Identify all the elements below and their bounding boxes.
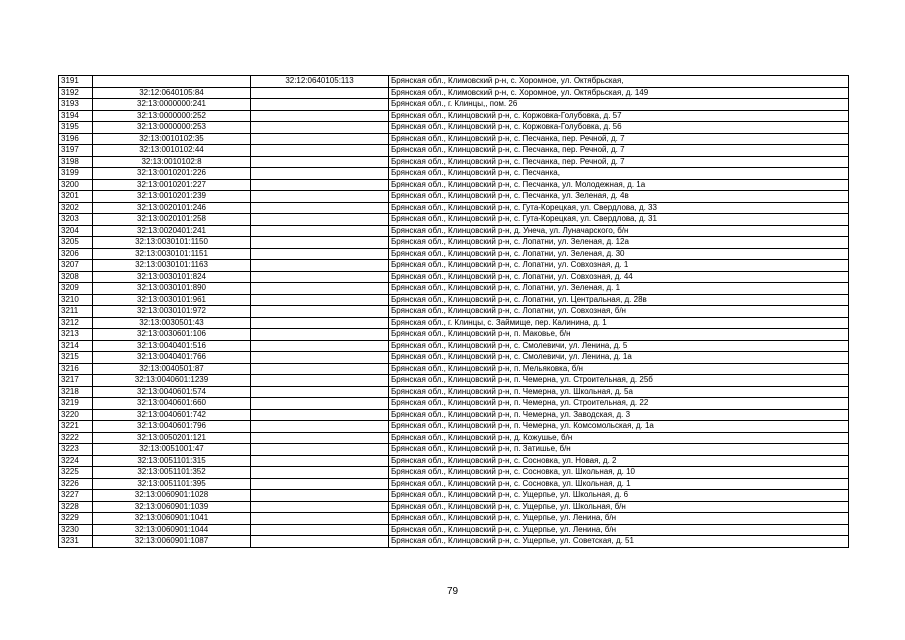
table-row (59, 363, 849, 375)
cadastral-number-cell: 32:13:0051101:395 (93, 478, 251, 490)
address-cell: Брянская обл., Клинцовский р-н, п. Затишье, б/н (389, 444, 849, 456)
row-number-cell: 3208 (59, 271, 93, 283)
table-row (59, 145, 849, 157)
table-row (59, 409, 849, 421)
table-row (59, 214, 849, 226)
cadastral-number-cell: 32:13:0040601:574 (93, 386, 251, 398)
row-number-cell: 3203 (59, 214, 93, 226)
address-cell: Брянская обл., Клинцовский р-н, п. Чемерна, ул. Заводская, д. 3 (389, 409, 849, 421)
address-cell: Брянская обл., Клинцовский р-н, с. Гута-Корецкая, ул. Свердлова, д. 33 (389, 202, 849, 214)
related-cadastral-number-cell (251, 168, 389, 180)
related-cadastral-number-cell (251, 87, 389, 99)
cadastral-number-cell: 32:13:0051001:47 (93, 444, 251, 456)
cadastral-number-cell: 32:13:0040401:516 (93, 340, 251, 352)
table-row (59, 467, 849, 479)
address-cell: Брянская обл., Клинцовский р-н, с. Песчанка, пер. Речной, д. 7 (389, 156, 849, 168)
cadastral-number-cell: 32:13:0010102:44 (93, 145, 251, 157)
address-cell: Брянская обл., Климовский р-н, с. Хоромное, ул. Октябрьская, (389, 76, 849, 88)
cadastral-number-cell: 32:13:0060901:1028 (93, 490, 251, 502)
row-number-cell: 3199 (59, 168, 93, 180)
address-cell: Брянская обл., Клинцовский р-н, п. Маковье, б/н (389, 329, 849, 341)
row-number-cell: 3215 (59, 352, 93, 364)
address-cell: Брянская обл., Клинцовский р-н, с. Ущерпье, ул. Ленина, б/н (389, 513, 849, 525)
related-cadastral-number-cell (251, 156, 389, 168)
related-cadastral-number-cell (251, 202, 389, 214)
address-cell: Брянская обл., Клинцовский р-н, с. Лопатни, ул. Совхозная, д. 1 (389, 260, 849, 272)
table-row (59, 191, 849, 203)
address-cell: Брянская обл., Клинцовский р-н, п. Мельяковка, б/н (389, 363, 849, 375)
table-row (59, 168, 849, 180)
cadastral-number-cell: 32:13:0010201:226 (93, 168, 251, 180)
cadastral-number-cell: 32:13:0030601:106 (93, 329, 251, 341)
address-cell: Брянская обл., Клинцовский р-н, с. Коржовка-Голубовка, д. 57 (389, 110, 849, 122)
cadastral-number-cell: 32:13:0000000:253 (93, 122, 251, 134)
table-row (59, 398, 849, 410)
cadastral-number-cell: 32:13:0030101:961 (93, 294, 251, 306)
table-row (59, 329, 849, 341)
related-cadastral-number-cell (251, 329, 389, 341)
cadastral-number-cell: 32:13:0060901:1044 (93, 524, 251, 536)
row-number-cell: 3194 (59, 110, 93, 122)
table-row (59, 110, 849, 122)
table-row (59, 501, 849, 513)
cadastral-number-cell: 32:13:0030101:824 (93, 271, 251, 283)
table-row (59, 317, 849, 329)
cadastral-number-cell: 32:13:0040601:660 (93, 398, 251, 410)
cadastral-number-cell: 32:13:0030101:1163 (93, 260, 251, 272)
table-row (59, 340, 849, 352)
page-number: 79 (446, 586, 459, 597)
address-cell: Брянская обл., г. Клинцы, с. Займище, пер. Калинина, д. 1 (389, 317, 849, 329)
address-cell: Брянская обл., Клинцовский р-н, с. Песчанка, ул. Зеленая, д. 4в (389, 191, 849, 203)
related-cadastral-number-cell (251, 214, 389, 226)
registry-table-body (59, 76, 849, 548)
address-cell: Брянская обл., Клинцовский р-н, с. Коржовка-Голубовка, д. 56 (389, 122, 849, 134)
row-number-cell: 3217 (59, 375, 93, 387)
related-cadastral-number-cell (251, 352, 389, 364)
cadastral-number-cell: 32:13:0030101:890 (93, 283, 251, 295)
related-cadastral-number-cell (251, 536, 389, 548)
address-cell: Брянская обл., г. Клинцы,, пом. 26 (389, 99, 849, 111)
address-cell: Брянская обл., Клинцовский р-н, с. Ущерпье, ул. Ленина, б/н (389, 524, 849, 536)
related-cadastral-number-cell (251, 260, 389, 272)
table-row (59, 76, 849, 88)
cadastral-number-cell: 32:13:0000000:252 (93, 110, 251, 122)
table-row (59, 225, 849, 237)
row-number-cell: 3201 (59, 191, 93, 203)
row-number-cell: 3231 (59, 536, 93, 548)
cadastral-number-cell: 32:13:0010201:227 (93, 179, 251, 191)
cadastral-number-cell: 32:13:0020101:258 (93, 214, 251, 226)
row-number-cell: 3207 (59, 260, 93, 272)
address-cell: Брянская обл., Клинцовский р-н, с. Гута-Корецкая, ул. Свердлова, д. 31 (389, 214, 849, 226)
related-cadastral-number-cell (251, 179, 389, 191)
related-cadastral-number-cell (251, 490, 389, 502)
cadastral-number-cell: 32:13:0060901:1087 (93, 536, 251, 548)
row-number-cell: 3206 (59, 248, 93, 260)
row-number-cell: 3225 (59, 467, 93, 479)
table-row (59, 513, 849, 525)
row-number-cell: 3228 (59, 501, 93, 513)
related-cadastral-number-cell (251, 363, 389, 375)
cadastral-number-cell: 32:13:0051101:352 (93, 467, 251, 479)
row-number-cell: 3209 (59, 283, 93, 295)
table-row (59, 202, 849, 214)
row-number-cell: 3227 (59, 490, 93, 502)
related-cadastral-number-cell (251, 478, 389, 490)
related-cadastral-number-cell: 32:12:0640105:113 (251, 76, 389, 88)
table-row (59, 490, 849, 502)
related-cadastral-number-cell (251, 122, 389, 134)
table-row (59, 421, 849, 433)
cadastral-number-cell: 32:13:0010201:239 (93, 191, 251, 203)
cadastral-number-cell: 32:13:0010102:35 (93, 133, 251, 145)
table-row (59, 248, 849, 260)
row-number-cell: 3202 (59, 202, 93, 214)
related-cadastral-number-cell (251, 513, 389, 525)
cadastral-number-cell: 32:13:0040401:766 (93, 352, 251, 364)
related-cadastral-number-cell (251, 248, 389, 260)
row-number-cell: 3204 (59, 225, 93, 237)
address-cell: Брянская обл., Клинцовский р-н, п. Чемерна, ул. Комсомольская, д. 1а (389, 421, 849, 433)
table-row (59, 87, 849, 99)
row-number-cell: 3205 (59, 237, 93, 249)
related-cadastral-number-cell (251, 386, 389, 398)
table-row (59, 294, 849, 306)
cadastral-number-cell: 32:12:0640105:84 (93, 87, 251, 99)
address-cell: Брянская обл., Клинцовский р-н, с. Лопатни, ул. Центральная, д. 28в (389, 294, 849, 306)
cadastral-number-cell: 32:13:0030101:972 (93, 306, 251, 318)
cadastral-number-cell: 32:13:0030101:1150 (93, 237, 251, 249)
cadastral-number-cell: 32:13:0040601:742 (93, 409, 251, 421)
address-cell: Брянская обл., Клинцовский р-н, д. Кожушье, б/н (389, 432, 849, 444)
address-cell: Брянская обл., Клинцовский р-н, с. Лопатни, ул. Зеленая, д. 12а (389, 237, 849, 249)
related-cadastral-number-cell (251, 455, 389, 467)
cadastral-number-cell: 32:13:0050201:121 (93, 432, 251, 444)
related-cadastral-number-cell (251, 225, 389, 237)
address-cell: Брянская обл., Клинцовский р-н, с. Песчанка, пер. Речной, д. 7 (389, 145, 849, 157)
row-number-cell: 3198 (59, 156, 93, 168)
row-number-cell: 3212 (59, 317, 93, 329)
related-cadastral-number-cell (251, 444, 389, 456)
address-cell: Брянская обл., Клинцовский р-н, п. Чемерна, ул. Строительная, д. 25б (389, 375, 849, 387)
related-cadastral-number-cell (251, 421, 389, 433)
table-row (59, 179, 849, 191)
row-number-cell: 3191 (59, 76, 93, 88)
row-number-cell: 3230 (59, 524, 93, 536)
address-cell: Брянская обл., Клинцовский р-н, п. Чемерна, ул. Школьная, д. 5а (389, 386, 849, 398)
row-number-cell: 3210 (59, 294, 93, 306)
registry-table (58, 75, 849, 548)
cadastral-number-cell: 32:13:0020401:241 (93, 225, 251, 237)
address-cell: Брянская обл., Клинцовский р-н, с. Смолевичи, ул. Ленина, д. 5 (389, 340, 849, 352)
cadastral-number-cell: 32:13:0051101:315 (93, 455, 251, 467)
related-cadastral-number-cell (251, 294, 389, 306)
related-cadastral-number-cell (251, 375, 389, 387)
row-number-cell: 3216 (59, 363, 93, 375)
row-number-cell: 3229 (59, 513, 93, 525)
row-number-cell: 3218 (59, 386, 93, 398)
cadastral-number-cell (93, 76, 251, 88)
table-row (59, 536, 849, 548)
table-row (59, 133, 849, 145)
row-number-cell: 3192 (59, 87, 93, 99)
cadastral-number-cell: 32:13:0030101:1151 (93, 248, 251, 260)
cadastral-number-cell: 32:13:0060901:1041 (93, 513, 251, 525)
table-row (59, 375, 849, 387)
related-cadastral-number-cell (251, 409, 389, 421)
table-row (59, 237, 849, 249)
table-row (59, 271, 849, 283)
related-cadastral-number-cell (251, 398, 389, 410)
row-number-cell: 3213 (59, 329, 93, 341)
address-cell: Брянская обл., Клинцовский р-н, с. Лопатни, ул. Совхозная, д. 44 (389, 271, 849, 283)
related-cadastral-number-cell (251, 524, 389, 536)
row-number-cell: 3196 (59, 133, 93, 145)
cadastral-number-cell: 32:13:0020101:246 (93, 202, 251, 214)
address-cell: Брянская обл., Клинцовский р-н, с. Сосновка, ул. Новая, д. 2 (389, 455, 849, 467)
related-cadastral-number-cell (251, 191, 389, 203)
table-row (59, 306, 849, 318)
table-row (59, 386, 849, 398)
cadastral-number-cell: 32:13:0040601:796 (93, 421, 251, 433)
address-cell: Брянская обл., Клинцовский р-н, с. Смолевичи, ул. Ленина, д. 1а (389, 352, 849, 364)
related-cadastral-number-cell (251, 432, 389, 444)
related-cadastral-number-cell (251, 306, 389, 318)
row-number-cell: 3220 (59, 409, 93, 421)
address-cell: Брянская обл., Клинцовский р-н, с. Лопатни, ул. Зеленая, д. 30 (389, 248, 849, 260)
cadastral-number-cell: 32:13:0060901:1039 (93, 501, 251, 513)
cadastral-number-cell: 32:13:0010102:8 (93, 156, 251, 168)
address-cell: Брянская обл., Клинцовский р-н, с. Песчанка, пер. Речной, д. 7 (389, 133, 849, 145)
table-row (59, 432, 849, 444)
related-cadastral-number-cell (251, 467, 389, 479)
related-cadastral-number-cell (251, 110, 389, 122)
address-cell: Брянская обл., Клинцовский р-н, с. Песчанка, ул. Молодежная, д. 1а (389, 179, 849, 191)
row-number-cell: 3223 (59, 444, 93, 456)
cadastral-number-cell: 32:13:0000000:241 (93, 99, 251, 111)
row-number-cell: 3200 (59, 179, 93, 191)
table-row (59, 524, 849, 536)
related-cadastral-number-cell (251, 501, 389, 513)
address-cell: Брянская обл., Клинцовский р-н, с. Ущерпье, ул. Советская, д. 51 (389, 536, 849, 548)
table-row (59, 122, 849, 134)
address-cell: Брянская обл., Клинцовский р-н, с. Ущерпье, ул. Школьная, д. 6 (389, 490, 849, 502)
address-cell: Брянская обл., Клинцовский р-н, с. Лопатни, ул. Зеленая, д. 1 (389, 283, 849, 295)
address-cell: Брянская обл., Климовский р-н, с. Хоромное, ул. Октябрьская, д. 149 (389, 87, 849, 99)
row-number-cell: 3197 (59, 145, 93, 157)
table-row (59, 444, 849, 456)
related-cadastral-number-cell (251, 283, 389, 295)
row-number-cell: 3219 (59, 398, 93, 410)
row-number-cell: 3221 (59, 421, 93, 433)
address-cell: Брянская обл., Клинцовский р-н, с. Сосновка, ул. Школьная, д. 1 (389, 478, 849, 490)
table-row (59, 156, 849, 168)
row-number-cell: 3195 (59, 122, 93, 134)
related-cadastral-number-cell (251, 133, 389, 145)
related-cadastral-number-cell (251, 145, 389, 157)
related-cadastral-number-cell (251, 271, 389, 283)
table-row (59, 478, 849, 490)
table-row (59, 352, 849, 364)
table-row (59, 283, 849, 295)
row-number-cell: 3211 (59, 306, 93, 318)
address-cell: Брянская обл., Клинцовский р-н, с. Сосновка, ул. Школьная, д. 10 (389, 467, 849, 479)
row-number-cell: 3226 (59, 478, 93, 490)
related-cadastral-number-cell (251, 237, 389, 249)
cadastral-number-cell: 32:13:0040501:87 (93, 363, 251, 375)
table-row (59, 99, 849, 111)
address-cell: Брянская обл., Клинцовский р-н, с. Лопатни, ул. Совхозная, б/н (389, 306, 849, 318)
address-cell: Брянская обл., Клинцовский р-н, с. Ущерпье, ул. Школьная, б/н (389, 501, 849, 513)
related-cadastral-number-cell (251, 317, 389, 329)
address-cell: Брянская обл., Клинцовский р-н, д. Унеча, ул. Луначарского, б/н (389, 225, 849, 237)
related-cadastral-number-cell (251, 99, 389, 111)
row-number-cell: 3224 (59, 455, 93, 467)
table-row (59, 455, 849, 467)
table-row (59, 260, 849, 272)
row-number-cell: 3222 (59, 432, 93, 444)
address-cell: Брянская обл., Клинцовский р-н, с. Песчанка, (389, 168, 849, 180)
row-number-cell: 3214 (59, 340, 93, 352)
address-cell: Брянская обл., Клинцовский р-н, п. Чемерна, ул. Строительная, д. 22 (389, 398, 849, 410)
cadastral-number-cell: 32:13:0040601:1239 (93, 375, 251, 387)
cadastral-number-cell: 32:13:0030501:43 (93, 317, 251, 329)
row-number-cell: 3193 (59, 99, 93, 111)
related-cadastral-number-cell (251, 340, 389, 352)
